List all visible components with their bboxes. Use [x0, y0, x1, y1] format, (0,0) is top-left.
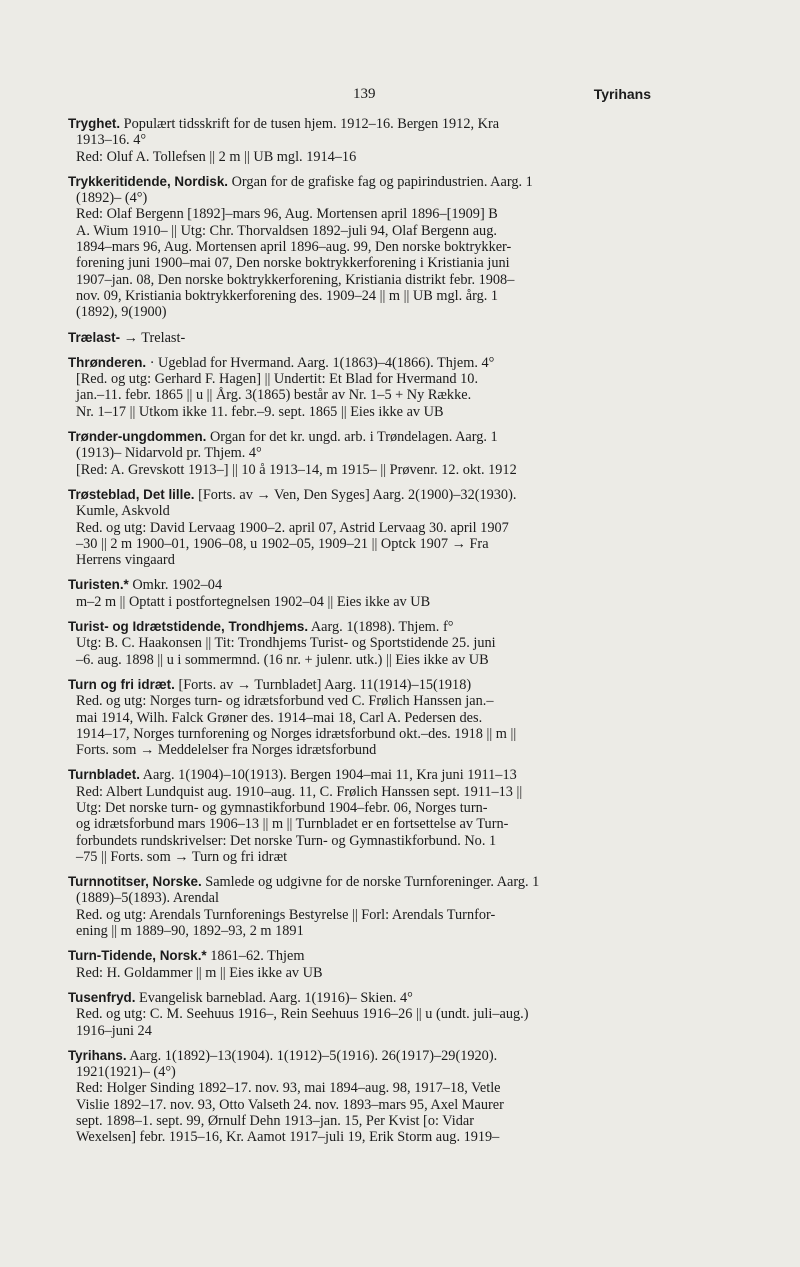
- entry-first-line: [68, 990, 654, 1006]
- entry-text: ening || m 1889–90, 1892–93, 2 m 1891: [76, 923, 304, 940]
- entry-line: [68, 404, 654, 420]
- entry-line: [68, 800, 654, 816]
- entry: [68, 619, 654, 668]
- entry-line: [68, 1006, 654, 1022]
- entry-text: Red. og utg: Arendals Turnforenings Bestyrelse || Forl: Arendals Turnfor-: [76, 906, 496, 923]
- entry-text: Red: Oluf A. Tollefsen || 2 m || UB mgl. 1914–16: [76, 148, 357, 165]
- entry-text: Aarg. 1(1904)–10(1913). Bergen 1904–mai 11, Kra juni 1911–13: [139, 767, 517, 784]
- entry-line: [68, 1064, 654, 1080]
- entry-line: [68, 520, 654, 536]
- entry-text: [Red. og utg: Gerhard F. Hagen] || Undertit: Et Blad for Hvermand 10.: [76, 371, 479, 388]
- entry-line: [68, 849, 654, 865]
- entry-text: Red. og utg: Norges turn- og idrætsforbund ved C. Frølich Hanssen jan.–: [76, 693, 494, 710]
- entry-line: [68, 635, 654, 651]
- entry-line: [68, 1113, 654, 1129]
- entry-text: forbundets rundskrivelser: Det norske Turn- og Gymnastikforbund. No. 1: [76, 832, 497, 849]
- entry-text: Utg: B. C. Haakonsen || Tit: Trondhjems Turist- og Sportstidende 25. juni: [76, 635, 496, 652]
- entry-text: [Red: A. Grevskott 1913–] || 10 å 1913–14, m 1915– || Prøvenr. 12. okt. 1912: [76, 461, 517, 478]
- entry-first-line: [68, 577, 654, 593]
- entry-text: Vislie 1892–17. nov. 93, Otto Valseth 24. nov. 1893–mars 95, Axel Maurer: [76, 1096, 504, 1113]
- entry-first-line: [68, 874, 654, 890]
- entry-text: 1921(1921)– (4°): [76, 1064, 176, 1081]
- entry-line: [68, 1080, 654, 1096]
- entry-text: Omkr. 1902–04: [128, 577, 223, 594]
- entry-text: Red: H. Goldammer || m || Eies ikke av UB: [76, 964, 323, 981]
- entry-first-line: [68, 355, 654, 371]
- entry-text: [Forts. av → Ven, Den Syges] Aarg. 2(1900)–32(1930).: [194, 486, 517, 503]
- entry-line: [68, 132, 654, 148]
- entry-headword: Turist- og Idrætstidende, Trondhjems.: [68, 619, 309, 635]
- entry-text: A. Wium 1910– || Utg: Chr. Thorvaldsen 1892–juli 94, Olaf Bergenn aug.: [76, 222, 497, 239]
- page-header: [68, 86, 651, 108]
- entry: [68, 948, 654, 981]
- entry-line: [68, 1097, 654, 1113]
- entry-text: Organ for det kr. ungd. arb. i Trøndelagen. Aarg. 1: [206, 429, 498, 446]
- entry-first-line: [68, 429, 654, 445]
- entry-text: Samlede og udgivne for de norske Turnforeninger. Aarg. 1: [201, 874, 540, 891]
- entry-text: Organ for de grafiske fag og papirindustrien. Aarg. 1: [228, 173, 533, 190]
- entry-headword: Turisten.*: [68, 577, 129, 593]
- entry-text: Red. og utg: C. M. Seehuus 1916–, Rein Seehuus 1916–26 || u (undt. juli–aug.): [76, 1006, 529, 1023]
- entry-text: 1907–jan. 08, Den norske boktrykkerforening, Kristiania distrikt febr. 1908–: [76, 271, 515, 288]
- entry-first-line: [68, 1048, 654, 1064]
- entry-first-line: [68, 619, 654, 635]
- entry-line: [68, 965, 654, 981]
- entry: [68, 677, 654, 758]
- entry-list: [68, 116, 654, 1155]
- entry-text: (1889)–5(1893). Arendal: [76, 890, 219, 907]
- entry-headword: Turnnotitser, Norske.: [68, 874, 202, 890]
- entry-headword: Tusenfryd.: [68, 989, 136, 1005]
- entry-line: [68, 742, 654, 758]
- entry-headword: Turn-Tidende, Norsk.*: [68, 948, 207, 964]
- entry-line: [68, 371, 654, 387]
- page-number: 139: [353, 86, 376, 102]
- entry-text: Forts. som → Meddelelser fra Norges idrætsforbund: [76, 742, 377, 759]
- entry-line: [68, 816, 654, 832]
- entry-headword: Tryghet.: [68, 116, 121, 131]
- entry-text: 1916–juni 24: [76, 1022, 152, 1039]
- entry-first-line: [68, 767, 654, 783]
- entry-line: [68, 503, 654, 519]
- entry-text: Aarg. 1(1898). Thjem. f°: [308, 619, 454, 636]
- entry-text: –75 || Forts. som → Turn og fri idræt: [76, 848, 288, 865]
- entry-headword: Tyrihans.: [68, 1047, 127, 1063]
- entry-first-line: [68, 330, 654, 346]
- entry: [68, 577, 654, 610]
- entry-line: [68, 710, 654, 726]
- entry-line: [68, 445, 654, 461]
- entry-text: · Ugeblad for Hvermand. Aarg. 1(1863)–4(1866). Thjem. 4°: [146, 354, 495, 371]
- entry-line: [68, 223, 654, 239]
- entry-text: (1892), 9(1900): [76, 304, 167, 321]
- entry-text: Wexelsen] febr. 1915–16, Kr. Aamot 1917–juli 19, Erik Storm aug. 1919–: [76, 1129, 500, 1146]
- entry-headword: Trælast-: [68, 329, 121, 345]
- entry: [68, 355, 654, 420]
- entry-line: [68, 304, 654, 320]
- entry-line: [68, 239, 654, 255]
- entry: [68, 116, 654, 165]
- entry-line: [68, 387, 654, 403]
- entry-line: [68, 552, 654, 568]
- entry: [68, 487, 654, 568]
- entry-line: [68, 652, 654, 668]
- entry-text: og idrætsforbund mars 1906–13 || m || Turnbladet er en fortsettelse av Turn-: [76, 816, 509, 833]
- entry-line: [68, 594, 654, 610]
- entry-text: Evangelisk barneblad. Aarg. 1(1916)– Skien. 4°: [135, 989, 413, 1006]
- entry: [68, 990, 654, 1039]
- entry-line: [68, 149, 654, 165]
- entry: [68, 330, 654, 346]
- entry-line: [68, 190, 654, 206]
- entry-line: [68, 923, 654, 939]
- entry-text: (1892)– (4°): [76, 190, 148, 207]
- entry-text: Red: Olaf Bergenn [1892]–mars 96, Aug. Mortensen april 1896–[1909] B: [76, 206, 498, 223]
- entry-line: [68, 907, 654, 923]
- entry-text: Aarg. 1(1892)–13(1904). 1(1912)–5(1916). 26(1917)–29(1920).: [126, 1047, 498, 1064]
- entry: [68, 429, 654, 478]
- entry: [68, 767, 654, 865]
- entry-first-line: [68, 487, 654, 503]
- entry-first-line: [68, 948, 654, 964]
- entry-headword: Trykkeritidende, Nordisk.: [68, 173, 229, 189]
- entry-line: [68, 272, 654, 288]
- entry-first-line: [68, 174, 654, 190]
- running-head: Tyrihans: [593, 86, 651, 102]
- entry-text: Populært tidsskrift for de tusen hjem. 1912–16. Bergen 1912, Kra: [120, 116, 500, 132]
- entry-text: –6. aug. 1898 || u i sommermnd. (16 nr. + julenr. utk.) || Eies ikke av UB: [76, 651, 489, 668]
- entry-text: 1894–mars 96, Aug. Mortensen april 1896–aug. 99, Den norske boktrykker-: [76, 239, 512, 256]
- entry-first-line: [68, 116, 654, 132]
- entry-line: [68, 206, 654, 222]
- entry-text: 1914–17, Norges turnforening og Norges idrætsforbund okt.–des. 1918 || m ||: [76, 725, 517, 742]
- entry-line: [68, 1129, 654, 1145]
- entry: [68, 174, 654, 321]
- entry-text: Red: Albert Lundquist aug. 1910–aug. 11, C. Frølich Hanssen sept. 1911–13 ||: [76, 783, 523, 800]
- entry-headword: Trøsteblad, Det lille.: [68, 486, 195, 502]
- entry-headword: Turn og fri idræt.: [68, 676, 175, 692]
- entry-headword: Turnbladet.: [68, 767, 140, 783]
- entry-line: [68, 255, 654, 271]
- entry-text: forening juni 1900–mai 07, Den norske boktrykkerforening i Kristiania juni: [76, 255, 510, 272]
- entry-text: –30 || 2 m 1900–01, 1906–08, u 1902–05, 1909–21 || Optck 1907 → Fra: [76, 535, 489, 552]
- entry-line: [68, 288, 654, 304]
- entry-text: m–2 m || Optatt i postfortegnelsen 1902–04 || Eies ikke av UB: [76, 593, 431, 610]
- entry-line: [68, 462, 654, 478]
- entry-line: [68, 890, 654, 906]
- entry-text: → Trelast-: [120, 329, 186, 346]
- entry-line: [68, 536, 654, 552]
- entry-text: Red. og utg: David Lervaag 1900–2. april 07, Astrid Lervaag 30. april 1907: [76, 519, 509, 536]
- entry-first-line: [68, 677, 654, 693]
- entry-headword: Thrønderen.: [68, 354, 147, 370]
- entry: [68, 874, 654, 939]
- entry-line: [68, 693, 654, 709]
- entry-line: [68, 1023, 654, 1039]
- entry-text: sept. 1898–1. sept. 99, Ørnulf Dehn 1913–jan. 15, Per Kvist [o: Vidar: [76, 1113, 474, 1130]
- entry-headword: Trønder-ungdommen.: [68, 429, 207, 445]
- entry-text: jan.–11. febr. 1865 || u || Årg. 3(1865) består av Nr. 1–5 + Ny Række.: [76, 387, 472, 404]
- entry-text: mai 1914, Wilh. Falck Grøner des. 1914–mai 18, Carl A. Pedersen des.: [76, 709, 483, 726]
- entry-line: [68, 726, 654, 742]
- entry-text: Utg: Det norske turn- og gymnastikforbund 1904–febr. 06, Norges turn-: [76, 799, 488, 816]
- entry-text: Herrens vingaard: [76, 552, 175, 569]
- entry-line: [68, 784, 654, 800]
- entry: [68, 1048, 654, 1146]
- entry-text: [Forts. av → Turnbladet] Aarg. 11(1914)–15(1918): [174, 676, 472, 693]
- entry-text: nov. 09, Kristiania boktrykkerforening des. 1909–24 || m || UB mgl. årg. 1: [76, 287, 499, 304]
- entry-text: 1861–62. Thjem: [206, 948, 305, 965]
- entry-text: 1913–16. 4°: [76, 132, 147, 149]
- entry-text: Red: Holger Sinding 1892–17. nov. 93, mai 1894–aug. 98, 1917–18, Vetle: [76, 1080, 501, 1097]
- entry-text: Nr. 1–17 || Utkom ikke 11. febr.–9. sept. 1865 || Eies ikke av UB: [76, 403, 444, 420]
- entry-line: [68, 833, 654, 849]
- entry-text: Kumle, Askvold: [76, 503, 170, 520]
- entry-text: (1913)– Nidarvold pr. Thjem. 4°: [76, 445, 262, 462]
